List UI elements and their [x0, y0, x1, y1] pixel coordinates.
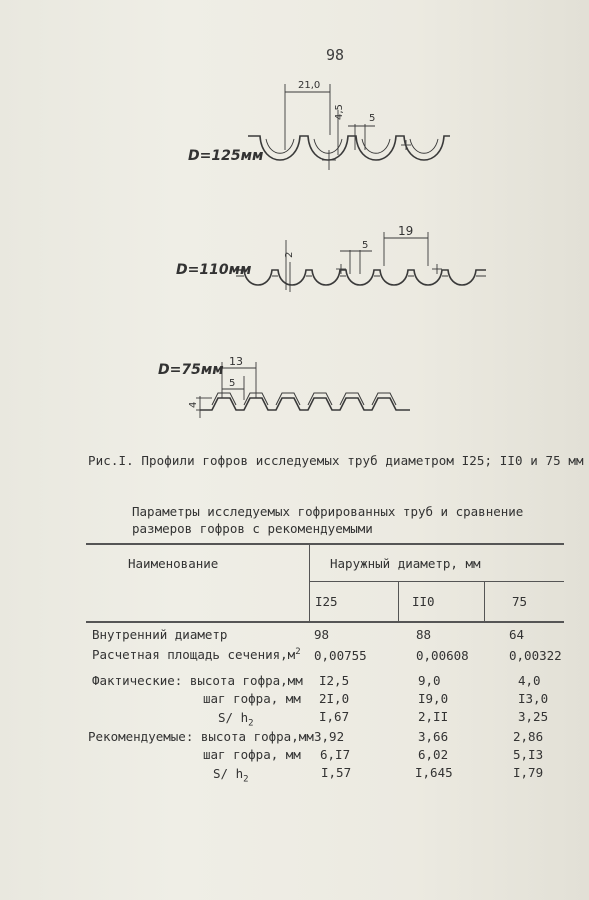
table-title-line-1: Параметры исследуемых гофрированных труб и сравнение [132, 504, 524, 519]
table-vline-3 [484, 582, 485, 621]
profile-110-label: D=110мм [176, 262, 252, 278]
row-value-actual-height-75: 4,0 [518, 673, 541, 688]
row-value-recommended-height-75: 2,86 [513, 729, 544, 744]
row-value-recommended-height-110: 3,66 [418, 729, 449, 744]
row-value-recommended-pitch-75: 5,I3 [513, 747, 544, 762]
table-top-rule [86, 543, 564, 545]
subscript-2: 2 [248, 718, 254, 729]
corrugation-profiles-figure [0, 0, 589, 440]
row-value-actual-pitch-125: 2I,0 [319, 691, 350, 706]
row-value-recommended-pitch-110: 6,02 [418, 747, 449, 762]
row-value-actual-pitch-110: I9,0 [418, 691, 449, 706]
profile-75-label: D=75мм [158, 362, 224, 378]
table-header-bottom-rule [86, 621, 564, 623]
subscript-2: 2 [243, 774, 249, 785]
row-value-section-area-125: 0,00755 [314, 648, 367, 663]
row-value-recommended-ratio-125: I,57 [321, 765, 352, 780]
row-value-section-area-110: 0,00608 [416, 648, 469, 663]
figure-caption: Рис.I. Профили гофров исследуемых труб диаметром I25; II0 и 75 мм [88, 453, 584, 468]
row-value-section-area-75: 0,00322 [509, 648, 562, 663]
row-label-section-area: Расчетная площадь $сечения,м^2$ [92, 647, 301, 663]
profile-75-inner [212, 393, 396, 405]
page-number: 98 [326, 46, 345, 64]
row-value-inner-diameter-110: 88 [416, 627, 432, 642]
table-title-line-2: размеров гофров с рекомендуемыми [132, 521, 373, 536]
profile-110-outline [236, 270, 486, 285]
row-label-actual-ratio: S/ $h_2$ [218, 710, 254, 729]
profile-75-dim-height: 4 [188, 401, 199, 408]
profile-125-outline [248, 136, 450, 160]
profile-110-dim-gap: 5 [362, 240, 369, 251]
column-header-75: 75 [512, 594, 528, 609]
table-vline-1 [309, 543, 310, 621]
profile-75-outline [200, 398, 410, 410]
row-value-recommended-ratio-110: I,645 [415, 765, 453, 780]
profile-110-dim-height: 2 [284, 251, 295, 258]
row-label-actual-pitch: шаг гофра, мм [203, 691, 301, 706]
row-value-actual-ratio-110: 2,II [418, 709, 449, 724]
row-label-recommended-height: Рекомендуемые: высота гофра,мм [88, 729, 314, 744]
row-label-recommended-pitch: шаг гофра, мм [203, 747, 301, 762]
column-header-110: II0 [412, 594, 435, 609]
profile-75-dim-pitch: 13 [229, 355, 243, 368]
profile-125-inner [266, 139, 438, 153]
row-value-actual-ratio-125: I,67 [319, 709, 350, 724]
profile-125-dim-pitch: 21,0 [298, 80, 321, 91]
row-value-actual-pitch-75: I3,0 [518, 691, 549, 706]
row-value-recommended-ratio-75: I,79 [513, 765, 544, 780]
table-title [132, 503, 552, 537]
row-label-recommended-ratio: S/ $h_2$ [213, 766, 249, 785]
header-name: Наименование [128, 556, 219, 571]
row-value-recommended-height-125: 3,92 [314, 729, 345, 744]
superscript-2: 2 [295, 647, 301, 657]
row-label-actual-height: Фактические: высота гофра,мм [92, 673, 303, 688]
row-value-actual-height-125: I2,5 [319, 673, 350, 688]
profile-75-dim-gap: 5 [229, 378, 236, 389]
table-vline-2 [398, 582, 399, 621]
profile-125-label: D=125мм [188, 148, 264, 164]
table-subheader-rule [310, 581, 564, 582]
profile-125-dim-height: 4,5 [334, 104, 345, 120]
row-label-inner-diameter: Внутренний диаметр [92, 627, 228, 642]
row-value-recommended-pitch-125: 6,I7 [320, 747, 351, 762]
profile-110-dim-pitch: 19 [398, 224, 414, 238]
row-value-inner-diameter-125: 98 [314, 627, 330, 642]
row-value-inner-diameter-75: 64 [509, 627, 525, 642]
profile-125-dim-gap: 5 [369, 113, 376, 124]
header-diameter: Наружный диаметр, мм [330, 556, 481, 571]
column-header-125: I25 [315, 594, 338, 609]
row-value-actual-height-110: 9,0 [418, 673, 441, 688]
row-value-actual-ratio-75: 3,25 [518, 709, 549, 724]
